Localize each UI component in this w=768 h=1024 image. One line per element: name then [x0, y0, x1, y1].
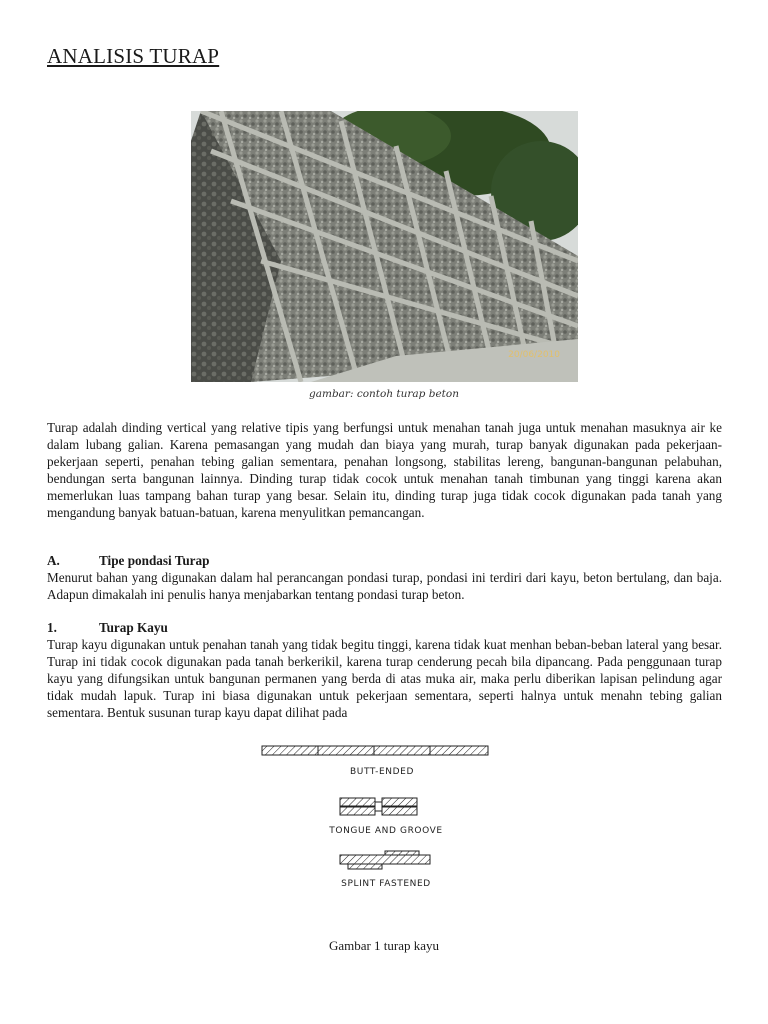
splint-fastened-label: SPLINT FASTENED — [341, 879, 431, 889]
photo-date-stamp: 20/06/2010 — [508, 350, 560, 360]
photo-caption: gambar: contoh turap beton — [309, 388, 459, 400]
diagram-caption: Gambar 1 turap kayu — [328, 938, 440, 953]
timber-sheet-pile-diagram — [200, 742, 580, 902]
tongue-and-groove-label: TONGUE AND GROOVE — [329, 826, 443, 836]
page-title: ANALISIS TURAP — [47, 44, 220, 68]
splint-fastened-drawing — [340, 851, 430, 869]
photo-illustration — [191, 111, 578, 382]
tongue-and-groove-drawing — [340, 798, 417, 815]
butt-ended-label: BUTT-ENDED — [350, 767, 414, 777]
section-a-paragraph: Menurut bahan yang digunakan dalam hal perancangan pondasi turap, pondasi ini terdiri dari kayu, beton bertulang, dan baja. Adapun dimakalah ini penulis hanya menjabarkan tentang pondasi turap beton. — [47, 570, 722, 602]
section-a-title: Tipe pondasi Turap — [99, 553, 210, 568]
intro-paragraph: Turap adalah dinding vertical yang relative tipis yang berfungsi untuk menahan tanah juga untuk menahan masuknya air ke dalam lubang galian. Karena pemasangan yang mudah dan biaya yang murah, turap banyak digunakan pada pekerjaan-pekerjaan seperti, penahan tebing galian sementara, penahan longsong, stabilitas lereng, bangunan-bangunan pelabuhan, bendungan serta bangunan lainnya. Dinding turap tidak cocok untuk menahan tanah timbunan yang tinggi karena akan memerlukan luas tampang bahan turap yang besar. Selain itu, dinding turap juga tidak cocok digunakan pada tanah yang mengandung banyak batuan-batuan, karena menyulitkan pemancangan. — [47, 420, 722, 520]
butt-ended-drawing — [262, 746, 488, 755]
section-1-title: Turap Kayu — [99, 620, 168, 635]
concrete-sheet-pile-photo — [191, 111, 578, 382]
section-1-heading — [47, 620, 168, 636]
section-a-number: A. — [47, 553, 60, 568]
section-1-number: 1. — [47, 620, 57, 635]
section-1-paragraph: Turap kayu digunakan untuk penahan tanah yang tidak begitu tinggi, karena tidak kuat menhan beban-beban lateral yang besar. Turap ini tidak cocok digunakan pada tanah berkerikil, karena turap cenderung pecah bila dipancang. Pada penggunaan turap kayu yang difungsikan untuk bangunan permanen yang berda di atas muka air, maka perlu diberikan lapisan pelindung agar tidak mudah lapuk. Turap ini biasa digunakan untuk pekerjaan sementara, seperti halnya untuk menahn tebing galian sementara. Bentuk susunan turap kayu dapat dilihat pada — [47, 637, 722, 720]
section-a-heading — [47, 553, 209, 569]
timber-pile-drawings — [200, 742, 580, 902]
